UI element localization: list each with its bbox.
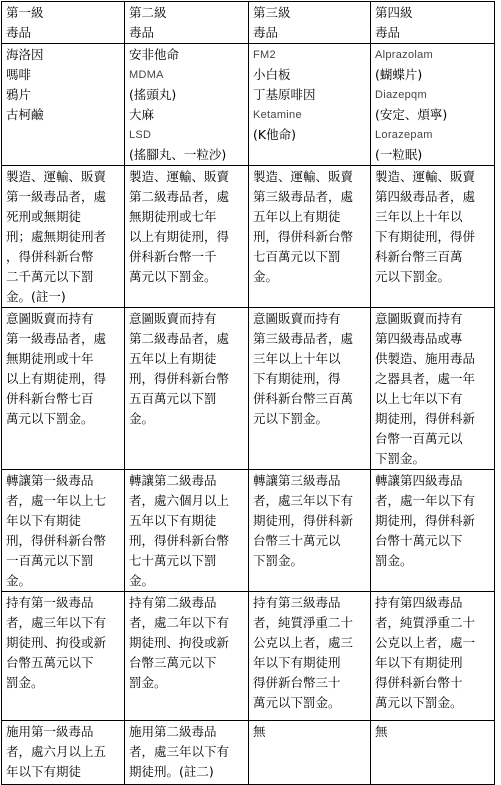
cell-text-line: 台幣三十萬元以 bbox=[253, 533, 341, 548]
cell-text-line: 下有期徒刑，得 bbox=[253, 371, 341, 386]
use-cell-schedule-2 bbox=[125, 721, 249, 785]
cell-text-line: 期徒刑，得併科新 bbox=[253, 513, 354, 528]
cell-text-line: 併科新台幣一千 bbox=[129, 249, 217, 264]
cell-text-line: 施用第二級毒品 bbox=[129, 724, 217, 739]
cell-text-line: 第四級毒品或專 bbox=[375, 331, 463, 346]
cell-text-line: 萬元以下罰金。 bbox=[129, 269, 217, 284]
substances-row bbox=[2, 44, 495, 166]
cell-text-line: 刑，得併科新台幣 bbox=[129, 533, 230, 548]
cell-text-line: 施用第一級毒品 bbox=[6, 724, 94, 739]
manufacture-row bbox=[2, 166, 495, 308]
cell-text-line: 以上七年以下有 bbox=[375, 391, 463, 406]
cell-text-line: 製造、運輸、販賣 bbox=[6, 169, 107, 184]
cell-text-line: 第二級毒品者，處 bbox=[129, 331, 230, 346]
cell-text-line: 罰金。 bbox=[375, 553, 413, 568]
cell-text-line: 持有第二級毒品 bbox=[129, 595, 217, 610]
cell-text-line: 以上有期徒刑，得 bbox=[6, 371, 107, 386]
use-cell-schedule-1 bbox=[2, 721, 125, 785]
use-row bbox=[2, 721, 495, 785]
cell-text-line: 刑；處無期徒刑者 bbox=[6, 229, 107, 244]
cell-text-line: 七百萬元以下罰 bbox=[253, 249, 341, 264]
cell-text-line: 第三級毒品者，處 bbox=[253, 189, 354, 204]
cell-text-line: 持有第三級毒品 bbox=[253, 595, 341, 610]
possession-for-sale-cell-schedule-4 bbox=[371, 308, 495, 470]
possession-cell-schedule-2 bbox=[125, 592, 249, 721]
cell-text-line: 期徒刑，得併科新 bbox=[375, 411, 476, 426]
cell-text-line: 萬元以下罰金。 bbox=[6, 411, 94, 426]
cell-text-line: 轉讓第二級毒品 bbox=[129, 473, 217, 488]
cell-text-line: 併科新台幣三百萬 bbox=[253, 391, 354, 406]
possession-for-sale-row bbox=[2, 308, 495, 470]
header-cell-schedule-3: 第三級 毒品 bbox=[249, 2, 371, 44]
cell-text-line: 者，處六月以上五 bbox=[6, 744, 107, 759]
cell-text-line: 意圖販賣而持有 bbox=[253, 311, 341, 326]
cell-text-line: 下罰金。 bbox=[375, 451, 426, 466]
cell-text-line: 期徒刑，得併科新 bbox=[375, 513, 476, 528]
cell-text-line: 年以下有期徒刑 bbox=[375, 655, 463, 670]
cell-text-line: 下罰金。 bbox=[253, 553, 304, 568]
substances-cell-schedule-4: Alprazolam (蝴蝶片) Diazepqm (安定、煩寧) Lorazepam (一粒眠) bbox=[371, 44, 495, 166]
cell-text-line: 罰金。 bbox=[6, 675, 44, 690]
cell-text-line: 第一級毒品者，處 bbox=[6, 189, 107, 204]
header-cell-schedule-2: 第二級 毒品 bbox=[125, 2, 249, 44]
cell-text-line: 意圖販賣而持有 bbox=[6, 311, 94, 326]
substances-cell-schedule-1: 海洛因 嗎啡 鴉片 古柯鹼 bbox=[2, 44, 125, 166]
cell-text-line: 科新台幣三百萬 bbox=[375, 249, 463, 264]
cell-text-line: 供製造、施用毒品 bbox=[375, 351, 476, 366]
cell-text-line: 金。 bbox=[129, 411, 155, 426]
cell-text-line: 刑，得併科新台幣 bbox=[253, 229, 354, 244]
possession-cell-schedule-1 bbox=[2, 592, 125, 721]
cell-text-line: 台幣三萬元以下 bbox=[129, 655, 217, 670]
cell-text-line: 第一級毒品者，處 bbox=[6, 331, 107, 346]
cell-text-line: 期徒刑、拘役或新 bbox=[6, 635, 107, 650]
cell-text-line: 製造、運輸、販賣 bbox=[253, 169, 354, 184]
substances-cell-schedule-3: FM2 小白板 丁基原啡因 Ketamine (K他命) bbox=[249, 44, 371, 166]
cell-text-line: 持有第四級毒品 bbox=[375, 595, 463, 610]
cell-text-line: 者，處六個月以上 bbox=[129, 493, 230, 508]
cell-text-line: 第四級毒品者，處 bbox=[375, 189, 476, 204]
manufacture-cell-schedule-3 bbox=[249, 166, 371, 308]
cell-text-line: 二千萬元以下罰 bbox=[6, 269, 94, 284]
cell-text-line: 者，處一年以上七 bbox=[6, 493, 107, 508]
possession-for-sale-cell-schedule-3 bbox=[249, 308, 371, 470]
header-cell-schedule-1: 第一級 毒品 bbox=[2, 2, 125, 44]
cell-text-line: 年以下有期徒刑 bbox=[253, 655, 341, 670]
cell-text-line: 得併新台幣三十 bbox=[253, 675, 341, 690]
cell-text-line: 轉讓第四級毒品 bbox=[375, 473, 463, 488]
cell-text-line: 者，純質淨重二十 bbox=[375, 615, 476, 630]
cell-text-line: 期徒刑。(註二) bbox=[129, 764, 214, 779]
transfer-cell-schedule-2 bbox=[125, 470, 249, 592]
cell-text-line: 一百萬元以下罰 bbox=[6, 553, 94, 568]
cell-text-line: 罰金。 bbox=[129, 675, 167, 690]
cell-text-line: 得併科新台幣十 bbox=[375, 675, 463, 690]
cell-text-line: 三年以上十年以 bbox=[253, 351, 341, 366]
cell-text-line: 元以下罰金。 bbox=[253, 411, 329, 426]
cell-text-line: 年以下有期徒 bbox=[6, 764, 82, 779]
cell-text-line: 第二級毒品者，處 bbox=[129, 189, 230, 204]
manufacture-cell-schedule-4 bbox=[371, 166, 495, 308]
possession-cell-schedule-4 bbox=[371, 592, 495, 721]
cell-text-line: 意圖販賣而持有 bbox=[129, 311, 217, 326]
cell-text-line: 三年以上十年以 bbox=[375, 209, 463, 224]
cell-text-line: 年以下有期徒 bbox=[6, 513, 82, 528]
cell-text-line: 轉讓第三級毒品 bbox=[253, 473, 341, 488]
cell-text-line: 持有第一級毒品 bbox=[6, 595, 94, 610]
possession-cell-schedule-3 bbox=[249, 592, 371, 721]
cell-text-line: 第三級毒品者，處 bbox=[253, 331, 354, 346]
transfer-cell-schedule-1 bbox=[2, 470, 125, 592]
cell-text-line: 公克以上者，處三 bbox=[253, 635, 354, 650]
cell-text-line: 無 bbox=[375, 724, 388, 739]
possession-row bbox=[2, 592, 495, 721]
cell-text-line: 之器具者，處一年 bbox=[375, 371, 476, 386]
cell-text-line: 七十萬元以下罰 bbox=[129, 553, 217, 568]
possession-for-sale-cell-schedule-1 bbox=[2, 308, 125, 470]
cell-text-line: 五年以下有期徒 bbox=[129, 513, 217, 528]
cell-text-line: 下有期徒刑，得併 bbox=[375, 229, 476, 244]
manufacture-cell-schedule-2 bbox=[125, 166, 249, 308]
cell-text-line: 無期徒刑或十年 bbox=[6, 351, 94, 366]
header-cell-schedule-4: 第四級 毒品 bbox=[371, 2, 495, 44]
cell-text-line: ，得併科新台幣 bbox=[6, 249, 94, 264]
cell-text-line: 製造、運輸、販賣 bbox=[375, 169, 476, 184]
transfer-row bbox=[2, 470, 495, 592]
drug-schedule-table bbox=[1, 1, 495, 785]
cell-text-line: 五年以上有期徒 bbox=[129, 351, 217, 366]
transfer-cell-schedule-3 bbox=[249, 470, 371, 592]
cell-text-line: 者，處三年以下有 bbox=[6, 615, 107, 630]
cell-text-line: 無 bbox=[253, 724, 266, 739]
cell-text-line: 者，處三年以下有 bbox=[129, 744, 230, 759]
cell-text-line: 轉讓第一級毒品 bbox=[6, 473, 94, 488]
cell-text-line: 併科新台幣七百 bbox=[6, 391, 94, 406]
cell-text-line: 台幣五萬元以下 bbox=[6, 655, 94, 670]
cell-text-line: 萬元以下罰金。 bbox=[375, 695, 463, 710]
cell-text-line: 五百萬元以下罰 bbox=[129, 391, 217, 406]
cell-text-line: 期徒刑、拘役或新 bbox=[129, 635, 230, 650]
cell-text-line: 死刑或無期徒 bbox=[6, 209, 82, 224]
cell-text-line: 公克以上者，處一 bbox=[375, 635, 476, 650]
cell-text-line: 者，處三年以下有 bbox=[253, 493, 354, 508]
cell-text-line: 五年以上有期徒 bbox=[253, 209, 341, 224]
cell-text-line: 無期徒刑或七年 bbox=[129, 209, 217, 224]
cell-text-line: 金。 bbox=[6, 573, 32, 588]
cell-text-line: 台幣十萬元以下 bbox=[375, 533, 463, 548]
cell-text-line: 刑，得併科新台幣 bbox=[129, 371, 230, 386]
cell-text-line: 者，純質淨重二十 bbox=[253, 615, 354, 630]
cell-text-line: 萬元以下罰金。 bbox=[253, 695, 341, 710]
cell-text-line: 意圖販賣而持有 bbox=[375, 311, 463, 326]
cell-text-line: 者，處二年以下有 bbox=[129, 615, 230, 630]
cell-text-line: 以上有期徒刑，得 bbox=[129, 229, 230, 244]
cell-text-line: 元以下罰金。 bbox=[375, 269, 451, 284]
cell-text-line: 台幣一百萬元以 bbox=[375, 431, 463, 446]
cell-text-line: 金。 bbox=[129, 573, 155, 588]
use-cell-schedule-4 bbox=[371, 721, 495, 785]
transfer-cell-schedule-4 bbox=[371, 470, 495, 592]
use-cell-schedule-3 bbox=[249, 721, 371, 785]
possession-for-sale-cell-schedule-2 bbox=[125, 308, 249, 470]
cell-text-line: 者，處一年以下有 bbox=[375, 493, 476, 508]
cell-text-line: 金。 bbox=[253, 269, 279, 284]
substances-cell-schedule-2: 安非他命 MDMA (搖頭丸) 大麻 LSD (搖腳丸、一粒沙) bbox=[125, 44, 249, 166]
header-row bbox=[2, 2, 495, 44]
cell-text-line: 製造、運輸、販賣 bbox=[129, 169, 230, 184]
cell-text-line: 金。(註一) bbox=[6, 289, 66, 304]
cell-text-line: 刑，得併科新台幣 bbox=[6, 533, 107, 548]
manufacture-cell-schedule-1 bbox=[2, 166, 125, 308]
